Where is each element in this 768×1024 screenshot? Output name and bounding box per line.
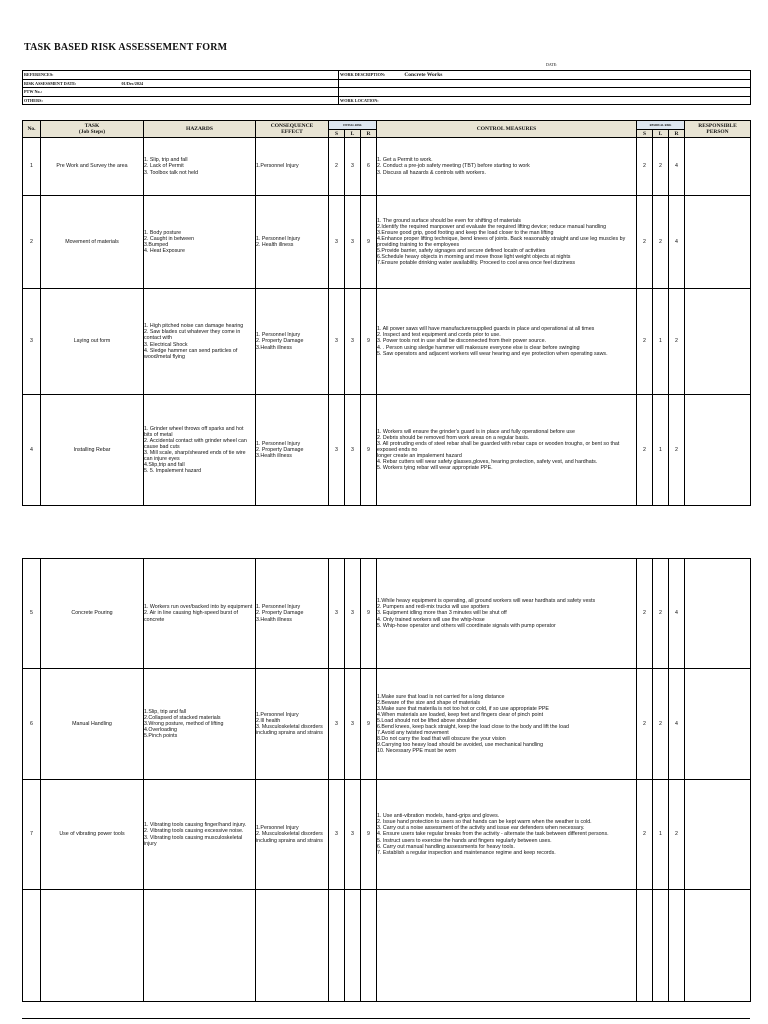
hazards-cell xyxy=(144,289,256,395)
residual-risk-rating: 4 xyxy=(669,559,685,669)
control-measures-cell-line: 2. Issue hand protection to users so that hands can be kept warm when the weather is cold. xyxy=(377,819,592,826)
control-measures-cell-line: 3. All protruding ends of steel rebar shall be guarded with rebar caps or wooden troughs, or bent so that exposed ends no xyxy=(377,440,620,453)
ptw-label: PTW No.: xyxy=(23,88,339,97)
residual-severity: 2 xyxy=(637,780,653,890)
empty-cell xyxy=(329,890,345,1002)
consequence-cell-line: 3. Musculoskeletal disorders including sprains and strains xyxy=(256,724,323,737)
empty-cell xyxy=(685,890,751,1002)
control-measures-cell-line: 2. Inspect and test equipment and cords prior to use. xyxy=(377,332,501,339)
residual-risk-rating: 4 xyxy=(669,196,685,289)
control-measures-cell-line: 10. Necessary PPE must be worn xyxy=(377,748,457,755)
col-hazards: HAZARDS xyxy=(144,121,256,138)
control-measures-cell-line: 8.Do not carry the load that will obscure the your vision xyxy=(377,736,506,743)
residual-severity: 2 xyxy=(637,669,653,780)
initial-severity: 3 xyxy=(329,559,345,669)
initial-risk-rating: 9 xyxy=(361,196,377,289)
row-number: 1 xyxy=(23,138,41,196)
control-measures-cell-line: 7. Establish a regular inspection and maintenance regime and keep records. xyxy=(377,849,556,856)
residual-likelihood: 2 xyxy=(653,669,669,780)
control-measures-cell-line: 1. All power saws will have manufacturersupplied guards in place and operational at all times xyxy=(377,326,595,333)
row-number: 6 xyxy=(23,669,41,780)
row-number: 7 xyxy=(23,780,41,890)
initial-likelihood: 3 xyxy=(345,669,361,780)
row-number: 4 xyxy=(23,395,41,506)
blank-meta-cell xyxy=(339,79,751,88)
residual-likelihood: 1 xyxy=(653,780,669,890)
initial-likelihood: 3 xyxy=(345,196,361,289)
references-label: REFERENCES: xyxy=(23,71,339,80)
empty-cell xyxy=(377,890,637,1002)
responsible-person-cell xyxy=(685,780,751,890)
hazards-cell-line: 5.Pinch points xyxy=(144,733,178,740)
responsible-person-cell xyxy=(685,559,751,669)
control-measures-cell-line: 7.Avoid any twisted movement xyxy=(377,730,449,737)
control-measures-cell-line: 3.Make sure that materila is not too hot or cold, if so use appropriate PPE xyxy=(377,705,549,712)
consequence-cell xyxy=(256,395,329,506)
initial-severity: 3 xyxy=(329,289,345,395)
table-row xyxy=(23,780,751,890)
initial-severity: 3 xyxy=(329,196,345,289)
control-measures-cell-line: 1.While heavy equipment is operating, all ground workers will wear hardhats and safety vests xyxy=(377,598,596,605)
col-initial-risk: INITIAL RISK xyxy=(329,121,377,130)
control-measures-cell xyxy=(377,196,637,289)
residual-severity: 2 xyxy=(637,395,653,506)
task-cell: Concrete Pouring xyxy=(41,559,144,669)
table-row xyxy=(23,669,751,780)
control-measures-cell xyxy=(377,780,637,890)
work-description-label: WORK DESCRIPTION: xyxy=(340,71,386,77)
residual-severity: 2 xyxy=(637,559,653,669)
consequence-cell xyxy=(256,780,329,890)
control-measures-cell-line: 9.Carrying too heavy load should be avoided, use mechanical handling xyxy=(377,742,544,749)
task-cell: Installing Rebar xyxy=(41,395,144,506)
hazards-cell xyxy=(144,559,256,669)
control-measures-cell xyxy=(377,559,637,669)
hazards-cell-line: bits of metal xyxy=(144,431,173,438)
hazards-cell xyxy=(144,669,256,780)
footer-divider xyxy=(22,1018,750,1019)
hazards-cell-line: 4.Slip,trip and fall xyxy=(144,462,185,469)
hazards-cell xyxy=(144,395,256,506)
task-cell: Movement of materials xyxy=(41,196,144,289)
initial-severity: 3 xyxy=(329,395,345,506)
hazards-cell-line: 1. Slip, trip and fall xyxy=(144,157,188,164)
residual-severity: 2 xyxy=(637,196,653,289)
initial-likelihood: 3 xyxy=(345,559,361,669)
hazards-cell-line: 2. Vibrating tools causing excessive noise. xyxy=(144,828,244,835)
empty-cell xyxy=(144,890,256,1002)
initial-risk-rating: 9 xyxy=(361,395,377,506)
residual-likelihood: 2 xyxy=(653,559,669,669)
col-initial-l: L xyxy=(345,130,361,138)
empty-row xyxy=(23,890,751,1002)
control-measures-cell-line: 1.Make sure that load is not carried for a long distance xyxy=(377,693,505,700)
initial-severity: 2 xyxy=(329,138,345,196)
hazards-cell xyxy=(144,138,256,196)
task-cell: Laying out form xyxy=(41,289,144,395)
control-measures-cell xyxy=(377,669,637,780)
control-measures-cell-line: 3. Carry out a noise assessment of the activity and issue ear defenders when necessary. xyxy=(377,825,585,832)
control-measures-cell xyxy=(377,289,637,395)
consequence-cell-line: 3.Health illness xyxy=(256,616,292,623)
control-measures-cell xyxy=(377,395,637,506)
residual-severity: 2 xyxy=(637,138,653,196)
control-measures-cell-line: 2. Debris should be removed from work areas on a regular basis. xyxy=(377,434,530,441)
hazards-cell-line: 4.Overloading xyxy=(144,727,177,734)
initial-likelihood: 3 xyxy=(345,395,361,506)
hazards-cell-line: 4. Sledge hammer can send particles of wood/metal flying xyxy=(144,347,238,360)
residual-risk-rating: 2 xyxy=(669,289,685,395)
task-cell: Pre Work and Survey the area xyxy=(41,138,144,196)
consequence-cell-line: 2. Property Damage xyxy=(256,446,304,453)
empty-cell xyxy=(41,890,144,1002)
control-measures-cell-line: 5. Instruct users to exercise the hands and fingers regularly between uses. xyxy=(377,837,552,844)
hazards-cell-line: 1. Vibrating tools causing finger/hand injury. xyxy=(144,822,247,829)
row-number: 3 xyxy=(23,289,41,395)
control-measures-cell-line: 5. Workers tying rebar will wear appropriate PPE. xyxy=(377,465,493,472)
initial-risk-rating: 9 xyxy=(361,289,377,395)
hazards-cell-line: 1. Body posture xyxy=(144,229,182,236)
control-measures-cell-line: 6.Schedule heavy objects in morning and move those light weight objects at nights xyxy=(377,254,571,261)
residual-risk-rating: 4 xyxy=(669,669,685,780)
hazards-cell-line: 3. Toolbox talk not held xyxy=(144,169,199,176)
consequence-cell-line: 2. Property Damage xyxy=(256,610,304,617)
consequence-cell xyxy=(256,559,329,669)
work-description-cell xyxy=(339,71,751,80)
table-row xyxy=(23,196,751,289)
empty-cell xyxy=(256,890,329,1002)
col-residual-s: S xyxy=(637,130,653,138)
task-cell: Use of vibrating power tools xyxy=(41,780,144,890)
control-measures-cell-line: longer create an impalement hazard xyxy=(377,453,462,460)
consequence-cell xyxy=(256,669,329,780)
col-residual-risk: RESIDUAL RISK xyxy=(637,121,685,130)
col-no: No. xyxy=(23,121,41,138)
empty-cell xyxy=(669,890,685,1002)
initial-severity: 3 xyxy=(329,780,345,890)
hazards-cell-line: 2. Lack of Permit xyxy=(144,163,184,170)
control-measures-cell-line: 3. Power tools not in use shall be disconnected from their power source. xyxy=(377,338,547,345)
consequence-cell-line: 1.Personnel Injury xyxy=(256,711,299,718)
col-initial-s: S xyxy=(329,130,345,138)
empty-cell xyxy=(361,890,377,1002)
responsible-person-cell xyxy=(685,395,751,506)
consequence-cell-line: 1. Personnel Injury xyxy=(256,332,301,339)
control-measures-cell-line: 1. Use anti-vibration models, hand-grips and gloves. xyxy=(377,813,500,820)
control-measures-cell-line: 4. Only trained workers will use the whip-hose xyxy=(377,616,485,623)
control-measures-cell-line: 4.When materials are loaded, keep feet and fingers clear of pinch point xyxy=(377,711,544,718)
control-measures-cell-line: 5.Provide barrier, safety signages and secure defined locatn of activities xyxy=(377,248,546,255)
row-number: 5 xyxy=(23,559,41,669)
hazards-cell-line: 5. 5. Impalement hazard xyxy=(144,468,202,475)
control-measures-cell xyxy=(377,138,637,196)
empty-cell xyxy=(653,890,669,1002)
control-measures-cell-line: 2.Identify the required manpower and evaluate the required lifting device; reduce manual handling xyxy=(377,223,607,230)
ra-date-label: RISK ASSESSMENT DATE: xyxy=(24,80,77,86)
initial-risk-rating: 9 xyxy=(361,669,377,780)
control-measures-cell-line: 3. Equipment idling more than 3 minutes will be shut off xyxy=(377,610,507,617)
initial-likelihood: 3 xyxy=(345,138,361,196)
residual-risk-rating: 2 xyxy=(669,780,685,890)
hazards-cell-line: 2. Air in line causing high-speed burst of concrete xyxy=(144,610,238,623)
ra-date-cell xyxy=(23,79,339,88)
hazards-cell-line: 2.Collapsed of stacked materials xyxy=(144,714,221,721)
initial-likelihood: 3 xyxy=(345,780,361,890)
control-measures-cell-line: 4. . Person using sledge hammer will makesure everyone else is clear before swinging xyxy=(377,344,580,351)
consequence-cell-line: 1.Personnel Injury xyxy=(256,825,299,832)
col-task: TASK (Job Steps) xyxy=(41,121,144,138)
hazards-cell-line: 4. Heat Exposure xyxy=(144,248,185,255)
col-residual-r: R xyxy=(669,130,685,138)
responsible-person-cell xyxy=(685,289,751,395)
control-measures-cell-line: 7.Ensure potable drinking water availability. Proceed to cool area once feel dizziness xyxy=(377,260,576,267)
col-initial-r: R xyxy=(361,130,377,138)
consequence-cell-line: 2. Property Damage xyxy=(256,338,304,345)
hazards-cell-line: 2. Saw blades cut whatever they come in contact with xyxy=(144,329,241,342)
consequence-cell-line: 3.Health illness xyxy=(256,453,292,460)
col-responsible: RESPONSIBLE PERSON xyxy=(685,121,751,138)
control-measures-cell-line: 2.Beware of the size and shape of materials xyxy=(377,699,481,706)
consequence-cell-line: 2. Musculoskeletal disorders including sprains and strains xyxy=(256,831,323,844)
control-measures-cell-line: 4.Enhance proper lifting technique, bend knees of joints. Back reasonably straight and use leg muscles by providing training to the employees xyxy=(377,235,626,248)
col-consequence: CONSEQUENCE EFFECT xyxy=(256,121,329,138)
meta-table xyxy=(22,70,751,105)
empty-cell xyxy=(23,890,41,1002)
hazards-cell xyxy=(144,196,256,289)
table-row xyxy=(23,289,751,395)
residual-likelihood: 1 xyxy=(653,395,669,506)
task-cell: Manual Handling xyxy=(41,669,144,780)
hazards-cell-line: 2. Accidental contact with grinder wheel can cause bad cuts xyxy=(144,437,247,450)
others-label: OTHERS: xyxy=(23,96,339,105)
hazards-cell-line: 3. Mill scale, sharp/sheared ends of tie wire can injure eyes xyxy=(144,450,246,463)
responsible-person-cell xyxy=(685,138,751,196)
control-measures-cell-line: 3. Discuss all hazards & controls with workers. xyxy=(377,169,486,176)
control-measures-cell-line: 3.Ensure good grip, good footing and keep the load closer to the man lifting xyxy=(377,229,554,236)
hazards-cell-line: 2. Caught in between xyxy=(144,235,195,242)
hazards-cell-line: 1. Grinder wheel throws off sparks and hot xyxy=(144,425,244,432)
hazards-cell-line: 1.Slip, trip and fall xyxy=(144,708,187,715)
hazards-cell-line: 3.Wrong posture, method of lifting xyxy=(144,720,224,727)
responsible-person-cell xyxy=(685,196,751,289)
residual-likelihood: 2 xyxy=(653,138,669,196)
control-measures-cell-line: 2. Pumpers and redi-mix trucks will use spotters xyxy=(377,604,490,611)
control-measures-cell-line: 1. Workers will ensure the grinder's guard is in place and fully operational before use xyxy=(377,428,575,435)
initial-likelihood: 3 xyxy=(345,289,361,395)
control-measures-cell-line: 4. Rebar cutters will wear safety glasses,gloves, hearing protection, safety vest, and hardhats. xyxy=(377,459,598,466)
hazards-cell-line: 1. Workers run over/backed into by equipment xyxy=(144,604,253,611)
risk-table-page2 xyxy=(22,558,751,1002)
consequence-cell xyxy=(256,289,329,395)
work-location-label: WORK LOCATION: xyxy=(339,96,751,105)
hazards-cell xyxy=(144,780,256,890)
consequence-cell-line: 1.Personnel Injury xyxy=(256,163,299,170)
ra-date-value: 01/Dec/2024 xyxy=(121,80,144,86)
consequence-cell xyxy=(256,138,329,196)
col-residual-l: L xyxy=(653,130,669,138)
residual-risk-rating: 2 xyxy=(669,395,685,506)
control-measures-cell-line: 5. Saw operators and adjacent workers will wear hearing and eye protection when operating saws. xyxy=(377,350,608,357)
initial-risk-rating: 6 xyxy=(361,138,377,196)
table-row xyxy=(23,138,751,196)
page-break xyxy=(0,507,768,557)
date-label: DATE: xyxy=(546,62,558,67)
residual-risk-rating: 4 xyxy=(669,138,685,196)
hazards-cell-line: 3. Electrical Shock xyxy=(144,341,188,348)
form-title: TASK BASED RISK ASSESSEMENT FORM xyxy=(24,42,228,53)
consequence-cell-line: 2.Ill health xyxy=(256,717,281,724)
residual-likelihood: 1 xyxy=(653,289,669,395)
initial-risk-rating: 9 xyxy=(361,559,377,669)
hazards-cell-line: 3.Bumped xyxy=(144,242,169,248)
consequence-cell-line: 3.Health illness xyxy=(256,344,292,351)
control-measures-cell-line: 4. Ensure users take regular breaks from the activity - alternate the task between different persons. xyxy=(377,831,609,838)
consequence-cell-line: 2. Health illness xyxy=(256,242,294,248)
col-control-measures: CONTROL MEASURES xyxy=(377,121,637,138)
table-row xyxy=(23,395,751,506)
control-measures-cell-line: 5. Whip-hose operator and others will coordinate signals with pump operator xyxy=(377,622,556,629)
hazards-cell-line: 1. High pitched noise can damage hearing xyxy=(144,323,244,330)
consequence-cell-line: 1. Personnel Injury xyxy=(256,235,301,242)
responsible-person-cell xyxy=(685,669,751,780)
risk-table-page1 xyxy=(22,120,751,506)
residual-likelihood: 2 xyxy=(653,196,669,289)
row-number: 2 xyxy=(23,196,41,289)
consequence-cell-line: 1. Personnel Injury xyxy=(256,604,301,611)
consequence-cell xyxy=(256,196,329,289)
hazards-cell-line: 3. Vibrating tools causing musculoskeletal injury xyxy=(144,834,243,847)
initial-risk-rating: 9 xyxy=(361,780,377,890)
empty-cell xyxy=(345,890,361,1002)
control-measures-cell-line: 6. Carry out manual handling assessments for heavy tools. xyxy=(377,843,515,850)
blank-meta-cell xyxy=(339,88,751,97)
consequence-cell-line: 1. Personnel Injury xyxy=(256,440,301,447)
control-measures-cell-line: 2. Conduct a pre-job safety meeting (TBT) before starting to work xyxy=(377,163,530,170)
table-row xyxy=(23,559,751,669)
empty-cell xyxy=(637,890,653,1002)
control-measures-cell-line: 1. Get a Permit to work. xyxy=(377,157,433,164)
work-description-value: Concrete Works xyxy=(404,71,443,78)
residual-severity: 2 xyxy=(637,289,653,395)
control-measures-cell-line: 5.Load should not be lifted above shoulder xyxy=(377,717,477,724)
control-measures-cell-line: 6.Bend knees, keep back straight, keep the load close to the body and lift the load xyxy=(377,724,569,730)
control-measures-cell-line: 1. The ground surface should be even for shifting of materials xyxy=(377,217,521,224)
initial-severity: 3 xyxy=(329,669,345,780)
